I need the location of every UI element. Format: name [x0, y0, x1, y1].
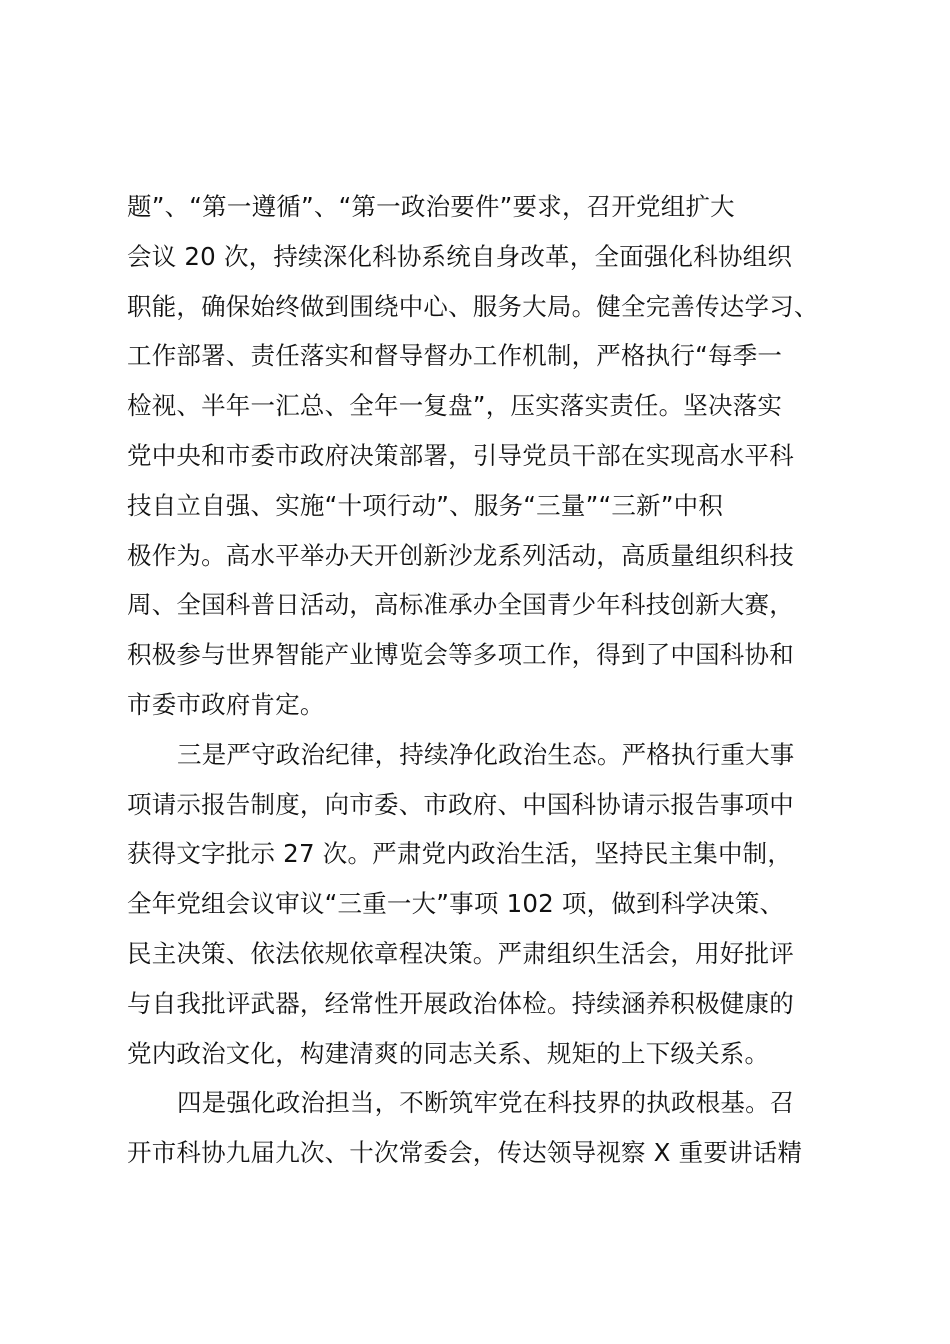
- text-line: 市委市政府肯定。: [127, 689, 325, 719]
- text-line: 题”、“第一遵循”、“第一政治要件”要求，召开党组扩大: [127, 192, 735, 221]
- text-line: 极作为。高水平举办天开创新沙龙系列活动，高质量组织科技: [127, 540, 794, 570]
- document-body: [127, 182, 847, 1178]
- paragraph-start-line: 三是严守政治纪律，持续净化政治生态。严格执行重大事: [177, 739, 795, 769]
- text-line: 项请示报告制度，向市委、市政府、中国科协请示报告事项中: [127, 789, 794, 819]
- text-line: 获得文字批示 27 次。严肃党内政治生活，坚持民主集中制，: [127, 839, 793, 869]
- text-line: 党内政治文化，构建清爽的同志关系、规矩的上下级关系。: [127, 1038, 770, 1068]
- text-line: 会议 20 次，持续深化科协系统自身改革，全面强化科协组织: [127, 241, 793, 271]
- text-line: 党中央和市委市政府决策部署，引导党员干部在实现高水平科: [127, 440, 794, 470]
- text-line: 周、全国科普日活动，高标准承办全国青少年科技创新大赛，: [127, 590, 794, 620]
- text-line: 职能，确保始终做到围绕中心、服务大局。健全完善传达学习、: [127, 291, 819, 321]
- text-line: 技自立自强、实施“十项行动”、服务“三量”“三新”中积: [127, 490, 724, 520]
- paragraph-start-line: 四是强化政治担当，不断筑牢党在科技界的执政根基。召: [177, 1088, 795, 1118]
- text-line: 工作部署、责任落实和督导督办工作机制，严格执行“每季一: [127, 341, 783, 371]
- text-line: 全年党组会议审议“三重一大”事项 102 项，做到科学决策、: [127, 889, 785, 919]
- text-line: 积极参与世界智能产业博览会等多项工作，得到了中国科协和: [127, 640, 794, 670]
- text-line: 开市科协九届九次、十次常委会，传达领导视察 X 重要讲话精: [127, 1138, 803, 1168]
- text-line: 检视、半年一汇总、全年一复盘”，压实落实责任。坚决落实: [127, 391, 783, 421]
- text-line: 民主决策、依法依规依章程决策。严肃组织生活会，用好批评: [127, 938, 794, 968]
- text-line: 与自我批评武器，经常性开展政治体检。持续涵养积极健康的: [127, 988, 794, 1018]
